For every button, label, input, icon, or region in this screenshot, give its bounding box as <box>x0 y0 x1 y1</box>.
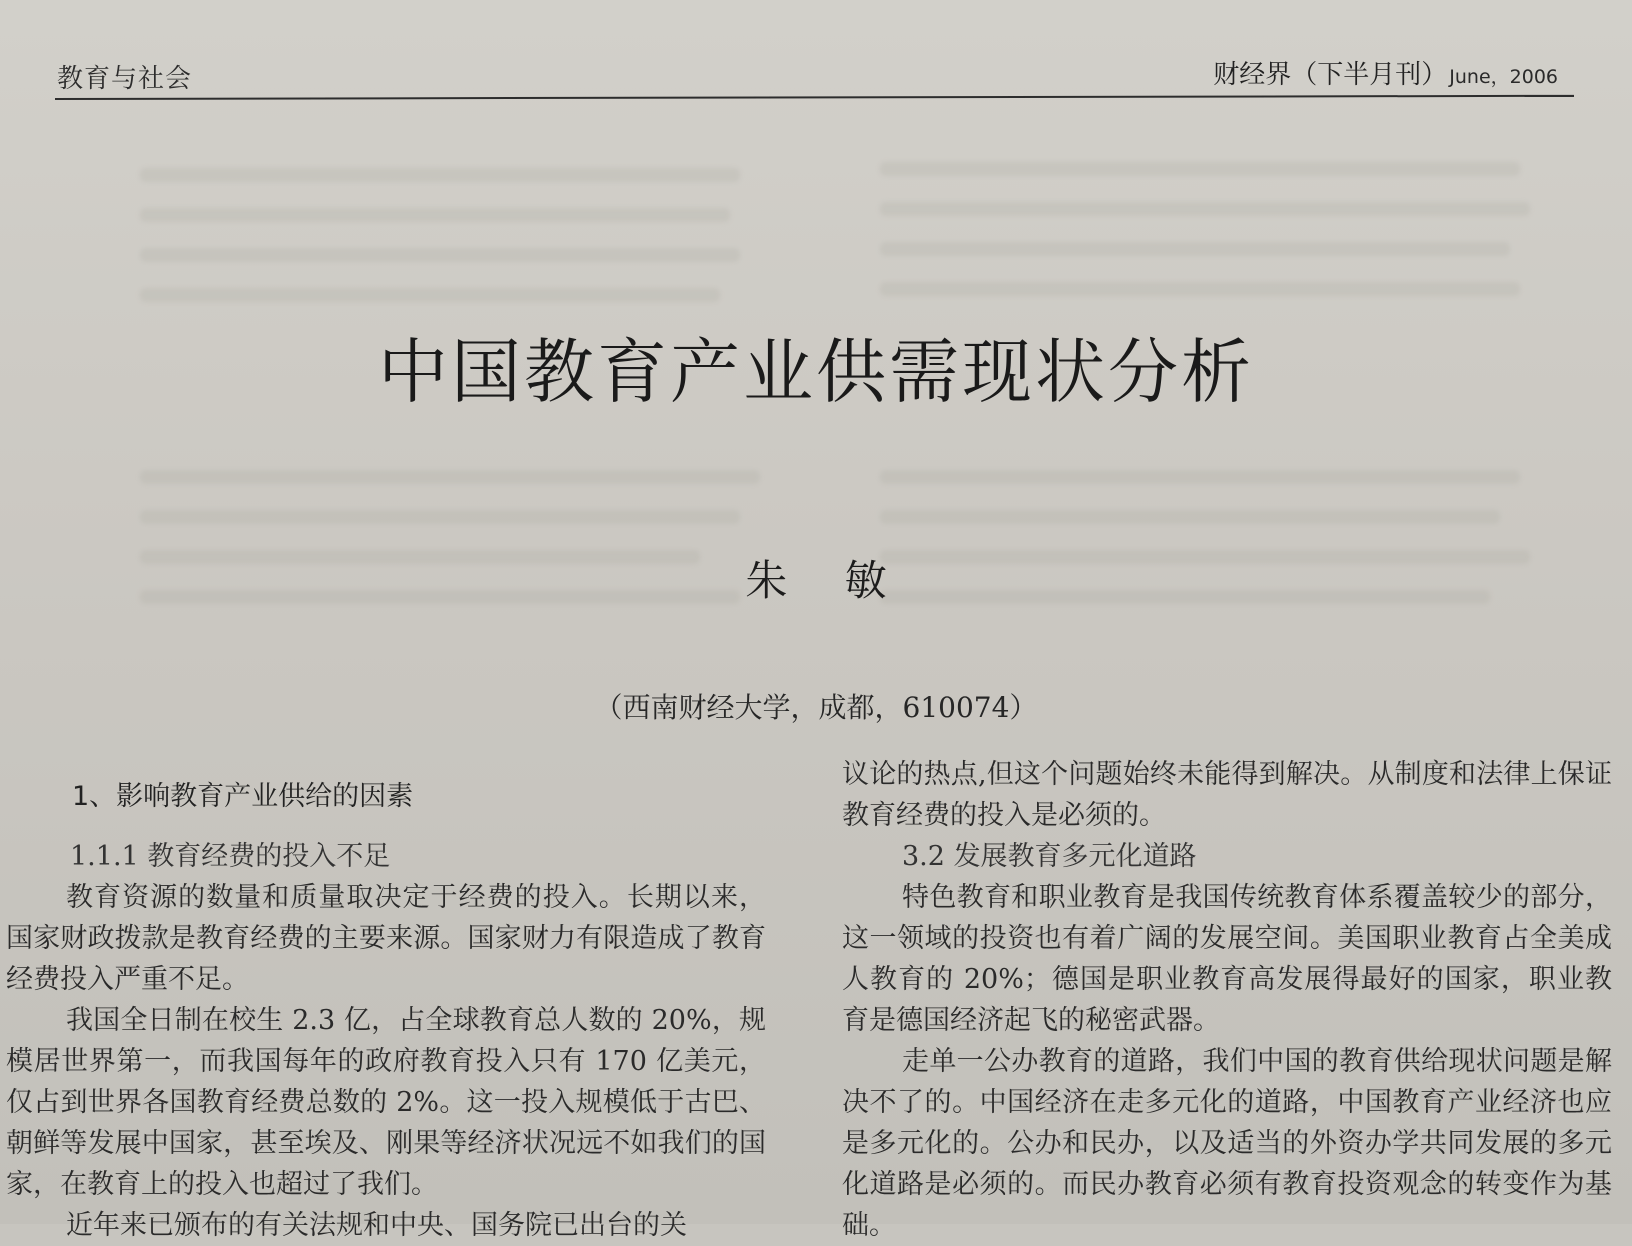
running-header-journal <box>1213 54 1558 91</box>
subsection-heading: 1.1.1 教育经费的投入不足 <box>70 841 391 872</box>
show-through-text <box>140 248 740 262</box>
show-through-text <box>140 168 740 182</box>
body-paragraph: 教育资源的数量和质量取决定于经费的投入。长期以来，国家财政拨款是教育经费的主要来源。国家财力有限造成了教育经费投入严重不足。 <box>6 882 766 995</box>
show-through-text <box>140 208 730 222</box>
show-through-text <box>140 470 760 484</box>
show-through-text <box>880 242 1510 256</box>
article-title: 中国教育产业供需现状分析 <box>378 331 1254 413</box>
show-through-text <box>880 510 1500 524</box>
header-rule <box>55 95 1574 100</box>
show-through-text <box>880 202 1530 216</box>
show-through-text <box>880 470 1520 484</box>
show-through-text <box>880 282 1520 296</box>
section-heading: 1、影响教育产业供给的因素 <box>72 781 414 812</box>
article-author: 朱 敏 <box>745 556 887 605</box>
show-through-text <box>140 510 740 524</box>
running-header-section: 教育与社会 <box>57 64 193 94</box>
subsection-heading: 3.2 发展教育多元化道路 <box>902 841 1197 872</box>
show-through-text <box>140 288 720 302</box>
body-paragraph: 特色教育和职业教育是我国传统教育体系覆盖较少的部分，这一领域的投资也有着广阔的发展空间。美国职业教育占全美成人教育的 20%；德国是职业教育高发展得最好的国家，职业教育是德国经济起飞的秘密武器。 <box>842 882 1612 1036</box>
issue-date: June，2006 <box>1449 66 1558 88</box>
journal-name: 财经界（下半月刊） <box>1213 60 1448 90</box>
show-through-text <box>880 162 1520 176</box>
author-affiliation: （西南财经大学，成都，610074） <box>594 691 1038 724</box>
left-column <box>6 776 766 1246</box>
body-paragraph-cut-off: 近年来已颁布的有关法规和中央、国务院已出台的关 <box>66 1210 687 1241</box>
body-paragraph: 走单一公办教育的道路，我们中国的教育供给现状问题是解决不了的。中国经济在走多元化的道路，中国教育产业经济也应是多元化的。公办和民办，以及适当的外资办学共同发展的多元化道路是必须的。而民办教育必须有教育投资观念的转变作为基础。 <box>842 1046 1612 1241</box>
body-paragraph: 我国全日制在校生 2.3 亿，占全球教育总人数的 20%，规模居世界第一，而我国每年的政府教育投入只有 170 亿美元，仅占到世界各国教育经费总数的 2%。这一投入规模低于古巴、朝鲜等发展中国家，甚至埃及、刚果等经济状况远不如我们的国家，在教育上的投入也超过了我们。 <box>6 1005 766 1200</box>
right-column <box>842 754 1612 1246</box>
body-paragraph-continued: 议论的热点,但这个问题始终未能得到解决。从制度和法律上保证教育经费的投入是必须的。 <box>842 759 1612 831</box>
